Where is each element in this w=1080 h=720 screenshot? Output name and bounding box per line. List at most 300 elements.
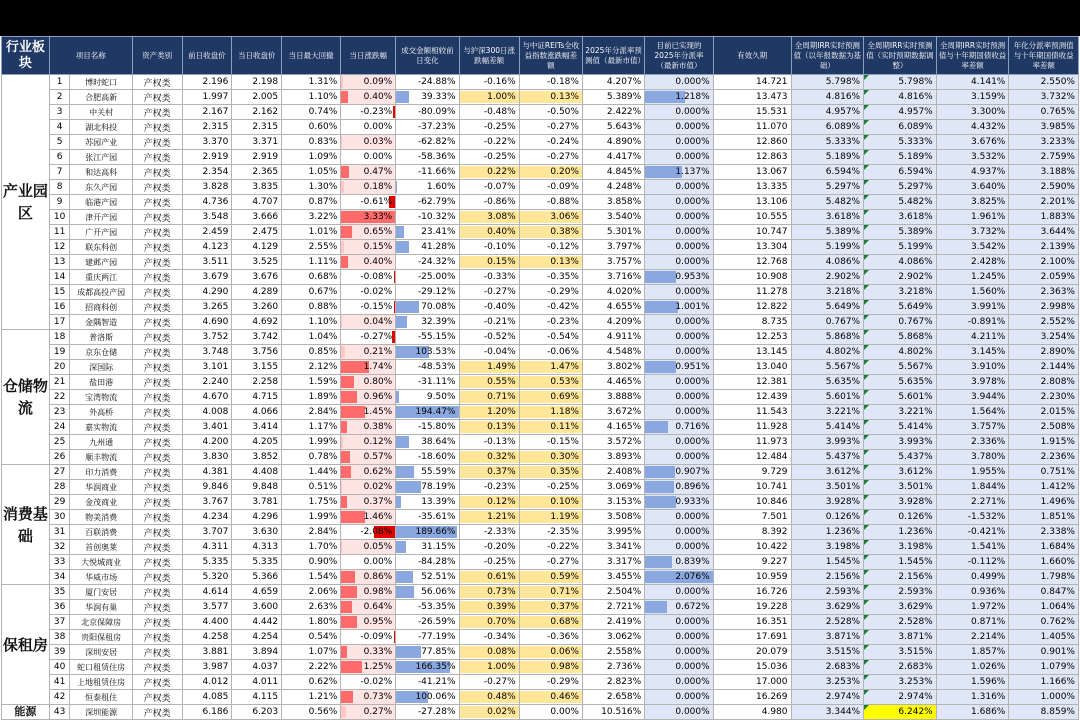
table-cell: 百联消费 xyxy=(70,525,132,540)
table-cell: 2.84% xyxy=(282,405,341,420)
column-header: 当日收盘价 xyxy=(232,37,282,75)
table-row xyxy=(2,615,1079,630)
table-cell: 14 xyxy=(49,270,70,285)
table-cell: -0.15% xyxy=(341,300,396,315)
table-cell: 2.315 xyxy=(182,120,232,135)
table-cell: 13 xyxy=(49,255,70,270)
table-cell: 2.919 xyxy=(232,150,282,165)
table-cell: 4.548% xyxy=(582,345,644,360)
table-cell: 0.68% xyxy=(282,270,341,285)
table-cell: -0.07% xyxy=(459,180,519,195)
table-cell: 6.594% xyxy=(864,165,937,180)
table-cell: 3.858% xyxy=(582,195,644,210)
table-cell: 3.532% xyxy=(936,150,1009,165)
table-cell: 招商科创 xyxy=(70,300,132,315)
table-cell: 4.207% xyxy=(582,75,644,90)
table-cell: 1.596% xyxy=(936,675,1009,690)
table-cell: 20 xyxy=(49,360,70,375)
table-cell: 4.141% xyxy=(936,75,1009,90)
table-cell: 3.871% xyxy=(791,630,864,645)
table-cell: 0.000% xyxy=(645,690,713,705)
table-cell: 30 xyxy=(49,510,70,525)
table-cell: 5.798% xyxy=(864,75,937,90)
table-cell: 3.22% xyxy=(282,210,341,225)
table-cell: 2.55% xyxy=(282,240,341,255)
table-cell: -77.19% xyxy=(396,630,459,645)
table-cell: 0.000% xyxy=(645,315,713,330)
table-cell: 22 xyxy=(49,390,70,405)
table-cell: 2.363% xyxy=(1009,285,1079,300)
table-cell: 13.335 xyxy=(713,180,791,195)
table-cell: 3.401 xyxy=(182,420,232,435)
table-cell: 0.765% xyxy=(1009,105,1079,120)
table-cell: 9.729 xyxy=(713,465,791,480)
table-cell: 5.333% xyxy=(791,135,864,150)
table-cell: 13.473 xyxy=(713,90,791,105)
table-cell: 1.19% xyxy=(519,510,582,525)
table-cell: 产权类 xyxy=(132,150,182,165)
table-cell: 2.076% xyxy=(645,570,713,585)
table-cell: 2.528% xyxy=(791,615,864,630)
table-cell: 1.798% xyxy=(1009,570,1079,585)
table-cell: 产权类 xyxy=(132,120,182,135)
table-cell: 3.881 xyxy=(182,645,232,660)
table-cell: 31.15% xyxy=(396,540,459,555)
table-cell: 2.552% xyxy=(1009,315,1079,330)
table-cell: 3.341% xyxy=(582,540,644,555)
table-cell: 3.218% xyxy=(864,285,937,300)
table-cell: 0.000% xyxy=(645,180,713,195)
table-cell: 产权类 xyxy=(132,225,182,240)
table-cell: 4.408 xyxy=(232,465,282,480)
table-cell: 1.44% xyxy=(282,465,341,480)
table-cell: 0.86% xyxy=(341,570,396,585)
table-cell: 0.13% xyxy=(519,90,582,105)
table-cell: -0.22% xyxy=(459,135,519,150)
table-cell: -0.29% xyxy=(519,675,582,690)
table-cell: -0.23% xyxy=(459,480,519,495)
table-cell: 28 xyxy=(49,480,70,495)
table-cell: 4.200 xyxy=(182,435,232,450)
table-cell: 东久产园 xyxy=(70,180,132,195)
table-cell: 8.735 xyxy=(713,315,791,330)
table-cell: 52.51% xyxy=(396,570,459,585)
table-cell: 2.475 xyxy=(232,225,282,240)
table-cell: 4.417% xyxy=(582,150,644,165)
table-cell: -0.421% xyxy=(936,525,1009,540)
table-cell: 5.437% xyxy=(864,450,937,465)
table-cell: -0.02% xyxy=(341,285,396,300)
column-header: 前日收盘价 xyxy=(182,37,232,75)
table-cell: 4.937% xyxy=(936,165,1009,180)
table-cell: 34 xyxy=(49,570,70,585)
table-cell: 产权类 xyxy=(132,270,182,285)
table-cell: 3.317% xyxy=(582,555,644,570)
table-cell: 0.03% xyxy=(341,135,396,150)
table-cell: 3.548 xyxy=(182,210,232,225)
table-cell: 4.715 xyxy=(232,390,282,405)
table-cell: 产权类 xyxy=(132,495,182,510)
table-cell: 43 xyxy=(49,705,70,720)
table-cell: 2.759% xyxy=(1009,150,1079,165)
table-cell: 16 xyxy=(49,300,70,315)
table-cell: 4.400 xyxy=(182,615,232,630)
table-cell: 1.99% xyxy=(282,510,341,525)
table-cell: -0.34% xyxy=(459,630,519,645)
table-cell: 11.928 xyxy=(713,420,791,435)
table-cell: 3.987 xyxy=(182,660,232,675)
table-cell: 0.62% xyxy=(282,675,341,690)
table-cell: 10.555 xyxy=(713,210,791,225)
table-cell: 3.515% xyxy=(791,645,864,660)
table-cell: 0.64% xyxy=(341,600,396,615)
table-cell: 38 xyxy=(49,630,70,645)
table-cell: 13.040 xyxy=(713,360,791,375)
table-cell: -0.10% xyxy=(459,240,519,255)
table-cell: 5.643% xyxy=(582,120,644,135)
column-header: 项目名称 xyxy=(49,37,132,75)
table-cell: 0.10% xyxy=(519,495,582,510)
table-cell: 0.02% xyxy=(341,480,396,495)
table-cell: 23 xyxy=(49,405,70,420)
table-row xyxy=(2,375,1079,390)
table-cell: -0.20% xyxy=(459,540,519,555)
table-cell: 4.980 xyxy=(713,705,791,720)
table-cell: 4.248% xyxy=(582,180,644,195)
table-cell: -27.28% xyxy=(396,705,459,720)
table-cell: 0.38% xyxy=(341,420,396,435)
table-cell: 27 xyxy=(49,465,70,480)
sector-label: 能源 xyxy=(2,705,50,720)
table-cell: 8.392 xyxy=(713,525,791,540)
table-cell: 贵阳保租房 xyxy=(70,630,132,645)
table-cell: 产权类 xyxy=(132,75,182,90)
table-cell: 3.159% xyxy=(936,90,1009,105)
table-cell: 0.96% xyxy=(341,390,396,405)
table-cell: 4.432% xyxy=(936,120,1009,135)
table-cell: 5.798% xyxy=(791,75,864,90)
table-cell: 3.455% xyxy=(582,570,644,585)
table-cell: 2.22% xyxy=(282,660,341,675)
table-cell: 0.000% xyxy=(645,120,713,135)
table-body xyxy=(2,75,1079,720)
table-cell: 4.957% xyxy=(864,105,937,120)
table-cell: 0.61% xyxy=(459,570,519,585)
table-cell: 4.011 xyxy=(232,675,282,690)
table-cell: -0.29% xyxy=(519,285,582,300)
table-cell: 1.883% xyxy=(1009,210,1079,225)
table-cell: 0.000% xyxy=(645,585,713,600)
table-row xyxy=(2,645,1079,660)
table-cell: 0.953% xyxy=(645,270,713,285)
table-cell: 10.741 xyxy=(713,480,791,495)
table-cell: 2.902% xyxy=(791,270,864,285)
table-cell: 深圳安居 xyxy=(70,645,132,660)
table-cell: 1.11% xyxy=(282,255,341,270)
table-cell: 12.381 xyxy=(713,375,791,390)
table-cell: -0.22% xyxy=(519,540,582,555)
table-cell: 1.21% xyxy=(282,690,341,705)
table-cell: -0.15% xyxy=(519,435,582,450)
table-cell: 5.333% xyxy=(864,135,937,150)
table-cell: 0.751% xyxy=(1009,465,1079,480)
table-cell: 0.000% xyxy=(645,630,713,645)
reits-daily-table xyxy=(1,36,1079,720)
column-header: 全周期IRR实时预测值（以年报数据为基础） xyxy=(791,37,864,75)
table-cell: 17.000 xyxy=(713,675,791,690)
table-cell: -62.82% xyxy=(396,135,459,150)
table-cell: -0.33% xyxy=(459,270,519,285)
table-cell: 0.951% xyxy=(645,360,713,375)
table-cell: 16.351 xyxy=(713,615,791,630)
table-cell: 5.335 xyxy=(232,555,282,570)
table-cell: 2.271% xyxy=(936,495,1009,510)
table-cell: 12.822 xyxy=(713,300,791,315)
table-cell: 3.06% xyxy=(519,210,582,225)
table-cell: -31.11% xyxy=(396,375,459,390)
column-header: 与中证REITs全收益指数涨跌幅差额 xyxy=(519,37,582,75)
table-cell: 0.126% xyxy=(791,510,864,525)
table-cell: 1.10% xyxy=(282,315,341,330)
table-cell: 2.736% xyxy=(582,660,644,675)
table-cell: 1.70% xyxy=(282,540,341,555)
table-cell: 0.27% xyxy=(341,705,396,720)
table-cell: 4.066 xyxy=(232,405,282,420)
table-cell: 0.51% xyxy=(282,480,341,495)
table-row xyxy=(2,450,1079,465)
table-cell: 3.852 xyxy=(232,450,282,465)
table-cell: -55.15% xyxy=(396,330,459,345)
table-cell: -53.35% xyxy=(396,600,459,615)
table-cell: 1.00% xyxy=(459,90,519,105)
table-row xyxy=(2,255,1079,270)
table-cell: 12 xyxy=(49,240,70,255)
table-cell: 3.145% xyxy=(936,345,1009,360)
table-cell: 2.258 xyxy=(232,375,282,390)
table-cell: 1.972% xyxy=(936,600,1009,615)
table-cell: 3.679 xyxy=(182,270,232,285)
table-cell: 0.000% xyxy=(645,390,713,405)
table-cell: 2.156% xyxy=(791,570,864,585)
table-cell: 1.997 xyxy=(182,90,232,105)
table-cell: 3.155 xyxy=(232,360,282,375)
table-cell: 1.844% xyxy=(936,480,1009,495)
table-cell: 3.221% xyxy=(791,405,864,420)
table-cell: 3.612% xyxy=(791,465,864,480)
table-cell: 0.69% xyxy=(519,390,582,405)
table-cell: 0.12% xyxy=(341,435,396,450)
table-cell: 12.863 xyxy=(713,150,791,165)
table-cell: 0.53% xyxy=(519,375,582,390)
table-cell: 3.707 xyxy=(182,525,232,540)
table-cell: 7.501 xyxy=(713,510,791,525)
table-cell: 3.188% xyxy=(1009,165,1079,180)
table-cell: 10.908 xyxy=(713,270,791,285)
table-cell: 3.542% xyxy=(936,240,1009,255)
table-cell: -0.04% xyxy=(459,345,519,360)
table-cell: 56.06% xyxy=(396,585,459,600)
table-cell: 1.20% xyxy=(459,405,519,420)
table-cell: 3.508% xyxy=(582,510,644,525)
table-cell: 3.511 xyxy=(182,255,232,270)
table-cell: 0.126% xyxy=(864,510,937,525)
table-cell: 3.069% xyxy=(582,480,644,495)
table-cell: 36 xyxy=(49,600,70,615)
table-cell: 1.560% xyxy=(936,285,1009,300)
table-cell: 13.39% xyxy=(396,495,459,510)
table-cell: 1.00% xyxy=(459,660,519,675)
table-cell: 3.370 xyxy=(182,135,232,150)
table-cell: 3.910% xyxy=(936,360,1009,375)
table-cell: 1.07% xyxy=(282,645,341,660)
table-cell: 5.335 xyxy=(182,555,232,570)
table-row xyxy=(2,75,1079,90)
table-cell: 5.199% xyxy=(864,240,937,255)
table-cell: 0.71% xyxy=(519,585,582,600)
table-cell: 0.896% xyxy=(645,480,713,495)
table-cell: 3.752 xyxy=(182,330,232,345)
table-cell: 4.289 xyxy=(232,285,282,300)
table-cell: 1.47% xyxy=(519,360,582,375)
table-cell: 0.000% xyxy=(645,135,713,150)
table-cell: 2.354 xyxy=(182,165,232,180)
table-cell: -0.27% xyxy=(459,285,519,300)
table-cell: 3.830 xyxy=(182,450,232,465)
table-cell: 4.254 xyxy=(232,630,282,645)
table-cell: -2.33% xyxy=(459,525,519,540)
table-cell: 0.73% xyxy=(459,585,519,600)
table-cell: 4.296 xyxy=(232,510,282,525)
table-cell: 24 xyxy=(49,420,70,435)
table-row xyxy=(2,225,1079,240)
table-cell: 12.484 xyxy=(713,450,791,465)
table-cell: -0.06% xyxy=(519,345,582,360)
table-cell: 42 xyxy=(49,690,70,705)
table-cell: 2.902% xyxy=(864,270,937,285)
table-cell: -0.54% xyxy=(519,330,582,345)
table-cell: 3.08% xyxy=(459,210,519,225)
table-row xyxy=(2,705,1079,720)
table-cell: 3.101 xyxy=(182,360,232,375)
table-cell: 华润商业 xyxy=(70,480,132,495)
table-cell: 6.242% xyxy=(864,705,937,720)
table-cell: -0.88% xyxy=(519,195,582,210)
table-cell: 0.847% xyxy=(1009,585,1079,600)
table-cell: -0.61% xyxy=(341,195,396,210)
table-cell: 0.767% xyxy=(791,315,864,330)
table-row xyxy=(2,630,1079,645)
table-row xyxy=(2,510,1079,525)
column-header: 全周期IRR实时预测值（实时预期数据调整） xyxy=(864,37,937,75)
table-cell: 0.80% xyxy=(341,375,396,390)
table-cell: 1.316% xyxy=(936,690,1009,705)
table-cell: 物美消费 xyxy=(70,510,132,525)
table-cell: 0.70% xyxy=(459,615,519,630)
table-cell: 上地租赁住房 xyxy=(70,675,132,690)
table-cell: 成都高投产园 xyxy=(70,285,132,300)
table-cell: 0.767% xyxy=(864,315,937,330)
table-cell: -29.12% xyxy=(396,285,459,300)
table-cell: 产权类 xyxy=(132,480,182,495)
table-cell: 2.214% xyxy=(936,630,1009,645)
table-cell: 5.414% xyxy=(791,420,864,435)
table-cell: 4.311 xyxy=(182,540,232,555)
table-cell: 3.218% xyxy=(791,285,864,300)
table-cell: -0.23% xyxy=(341,105,396,120)
column-header: 年化分派率预测值与十年期国债收益率差额 xyxy=(1009,37,1079,75)
table-cell: 产权类 xyxy=(132,345,182,360)
table-cell: 39.33% xyxy=(396,90,459,105)
table-cell: 0.47% xyxy=(341,165,396,180)
table-cell: -0.891% xyxy=(936,315,1009,330)
table-cell: 3.825% xyxy=(936,195,1009,210)
table-cell: -1.532% xyxy=(936,510,1009,525)
table-cell: 产权类 xyxy=(132,615,182,630)
table-cell: 0.78% xyxy=(282,450,341,465)
table-cell: 25 xyxy=(49,435,70,450)
table-cell: 和达高科 xyxy=(70,165,132,180)
table-cell: -58.36% xyxy=(396,150,459,165)
table-cell: 9.848 xyxy=(232,480,282,495)
table-cell: 4.707 xyxy=(232,195,282,210)
table-cell: 2.196 xyxy=(182,75,232,90)
table-cell: 4.692 xyxy=(232,315,282,330)
table-cell: 2.156% xyxy=(864,570,937,585)
table-cell: 2.84% xyxy=(282,525,341,540)
table-cell: 联东科创 xyxy=(70,240,132,255)
table-cell: 3.629% xyxy=(864,600,937,615)
table-cell: 2.06% xyxy=(282,585,341,600)
table-cell: 5.389% xyxy=(791,225,864,240)
table-cell: 0.95% xyxy=(341,615,396,630)
table-cell: -26.59% xyxy=(396,615,459,630)
table-cell: 重庆两江 xyxy=(70,270,132,285)
table-cell: 2 xyxy=(49,90,70,105)
table-row xyxy=(2,585,1079,600)
table-cell: 194.47% xyxy=(396,405,459,420)
table-cell: 2.890% xyxy=(1009,345,1079,360)
table-cell: -48.53% xyxy=(396,360,459,375)
table-cell: 3.835 xyxy=(232,180,282,195)
table-cell: 3.944% xyxy=(936,390,1009,405)
table-cell: 3.748 xyxy=(182,345,232,360)
column-header: 当日最大回撤 xyxy=(282,37,341,75)
table-cell: 建邺产园 xyxy=(70,255,132,270)
table-row xyxy=(2,240,1079,255)
table-cell: 2.059% xyxy=(1009,270,1079,285)
table-cell: 0.000% xyxy=(645,645,713,660)
table-cell: -0.21% xyxy=(459,315,519,330)
table-cell: 0.39% xyxy=(459,600,519,615)
table-cell: 4.802% xyxy=(791,345,864,360)
table-cell: 0.88% xyxy=(282,300,341,315)
table-cell: 0.11% xyxy=(519,420,582,435)
table-cell: -84.28% xyxy=(396,555,459,570)
table-cell: 2.198 xyxy=(232,75,282,90)
table-cell: 19 xyxy=(49,345,70,360)
table-row xyxy=(2,660,1079,675)
table-cell: 0.000% xyxy=(645,75,713,90)
table-cell: 0.000% xyxy=(645,375,713,390)
table-cell: -62.79% xyxy=(396,195,459,210)
table-cell: 3.676% xyxy=(936,135,1009,150)
table-cell: 0.000% xyxy=(645,285,713,300)
table-cell: 4.037 xyxy=(232,660,282,675)
table-cell: 0.000% xyxy=(645,705,713,720)
table-cell: 0.00% xyxy=(341,150,396,165)
table-cell: 3.780% xyxy=(936,450,1009,465)
table-cell: 17 xyxy=(49,315,70,330)
